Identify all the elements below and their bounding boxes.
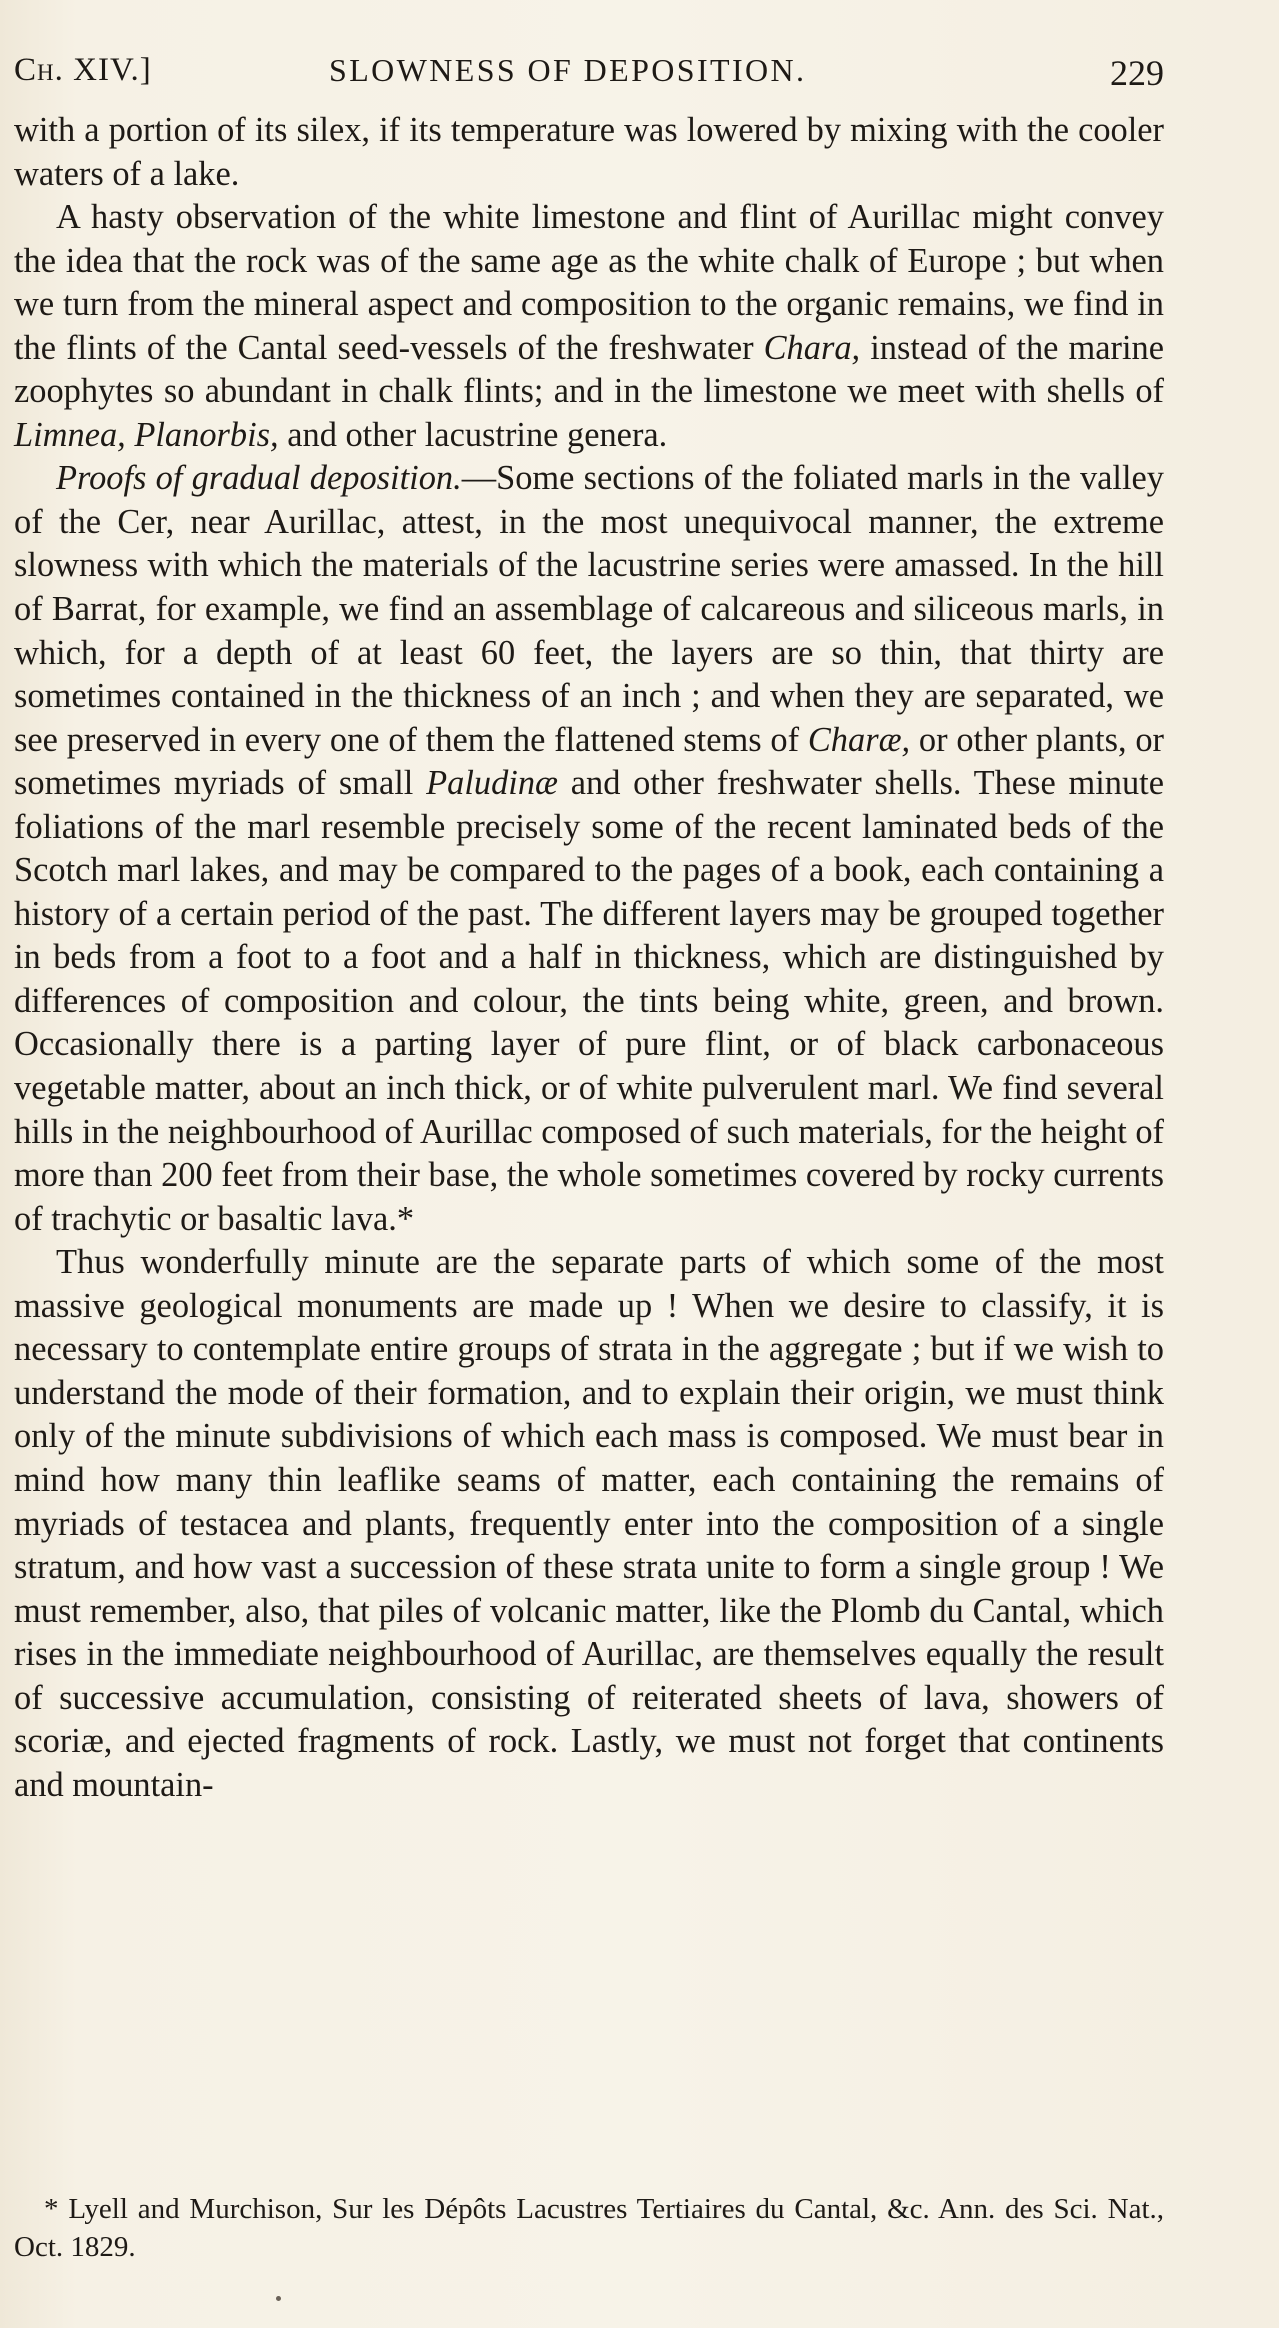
paragraph-text: —Some sections of the foliated marls in the valley of the Cer, near Aurillac, attest, in the most unequivocal manner, the extreme slowness with which the materials of the lacustrine series were amassed. In the hill of Barrat, for example, we find an assemblage of calcareous and siliceous marls, in which, for a depth of at least 60 feet, the layers are so thin, that thirty are sometimes contained in the thickness of an inch ; and when they are separated, we see preserved in every one of them the flattened stems of bbox=[14, 459, 1164, 759]
paragraph-gradual-deposition bbox=[14, 457, 1164, 1241]
footnote bbox=[14, 2190, 1164, 2266]
paragraph-aurillac-limestone bbox=[14, 196, 1164, 457]
paragraph-text: and other freshwater shells. These minute foliations of the marl resemble precisely some of the recent laminated beds of the Scotch marl lakes, and may be compared to the pages of a book, each containing a history of a certain period of the past. The different layers may be grouped together in beds from a foot to a foot and a half in thickness, which are distinguished by differences of composition and colour, the tints being white, green, and brown. Occasionally there is a parting layer of pure flint, or of black carbonaceous vegetable matter, about an inch thick, or of white pulverulent marl. We find several hills in the neighbourhood of Aurillac composed of such materials, for the height of more than 200 feet from their base, the whole sometimes covered by rocky currents of trachytic or basaltic lava.* bbox=[14, 764, 1164, 1238]
chapter-reference: Ch. XIV.] bbox=[14, 52, 152, 88]
paragraph-text: or other plants, or sometimes myriads of small bbox=[14, 720, 1165, 803]
body-text bbox=[14, 109, 1164, 1807]
paragraph-minute-parts bbox=[14, 1241, 1164, 1807]
italic-genus-chara: Chara, bbox=[763, 328, 861, 367]
paragraph-text: with a portion of its silex, if its temperature was lowered by mixing with the cooler waters of a lake. bbox=[14, 111, 1164, 193]
running-head bbox=[14, 52, 1164, 96]
footnote-text: * Lyell and Murchison, Sur les Dépôts Lacustres Tertiaires du Cantal, &c. Ann. des Sci. Nat., Oct. 1829. bbox=[14, 2193, 1164, 2263]
running-title: SLOWNESS OF DEPOSITION. bbox=[329, 52, 807, 88]
italic-genera-limnea-planorbis: Limnea, Planorbis, bbox=[14, 415, 279, 454]
paragraph-text: A hasty observation of the white limestone and flint of Aurillac might convey the idea that the rock was of the same age as the white chalk of Europe ; but when we turn from the mineral aspect and composition to the organic remains, we find in the flints of the Cantal seed-vessels of the freshwater bbox=[14, 198, 1164, 367]
paragraph-text: instead of the marine zoophytes so abundant in chalk flints; and in the limestone we meet with shells of bbox=[14, 328, 1164, 411]
page-number: 229 bbox=[1110, 53, 1164, 93]
paragraph-text: Thus wonderfully minute are the separate parts of which some of the most massive geological monuments are made up ! When we desire to classify, it is necessary to contemplate entire groups of strata in the aggregate ; but if we wish to understand the mode of their formation, and to explain their origin, we must think only of the minute subdivisions of which each mass is composed. We must bear in mind how many thin leaflike seams of matter, each containing the remains of myriads of testacea and plants, frequently enter into the composition of a single stratum, and how vast a succession of these strata unite to form a single group ! We must remember, also, that piles of volcanic matter, like the Plomb du Cantal, which rises in the immediate neighbourhood of Aurillac, are themselves equally the result of successive accumulation, consisting of reiterated sheets of lava, showers of scoriæ, and ejected fragments of rock. Lastly, we must not forget that continents and mountain- bbox=[14, 1243, 1164, 1804]
ink-speck bbox=[276, 2296, 281, 2301]
italic-genus-charae: Charæ, bbox=[807, 720, 911, 759]
paragraph-text: and other lacustrine genera. bbox=[278, 415, 668, 454]
section-heading-italic: Proofs of gradual deposition. bbox=[56, 459, 462, 498]
italic-genus-paludinae: Paludinæ bbox=[426, 764, 558, 803]
paragraph-continuation bbox=[14, 109, 1164, 196]
